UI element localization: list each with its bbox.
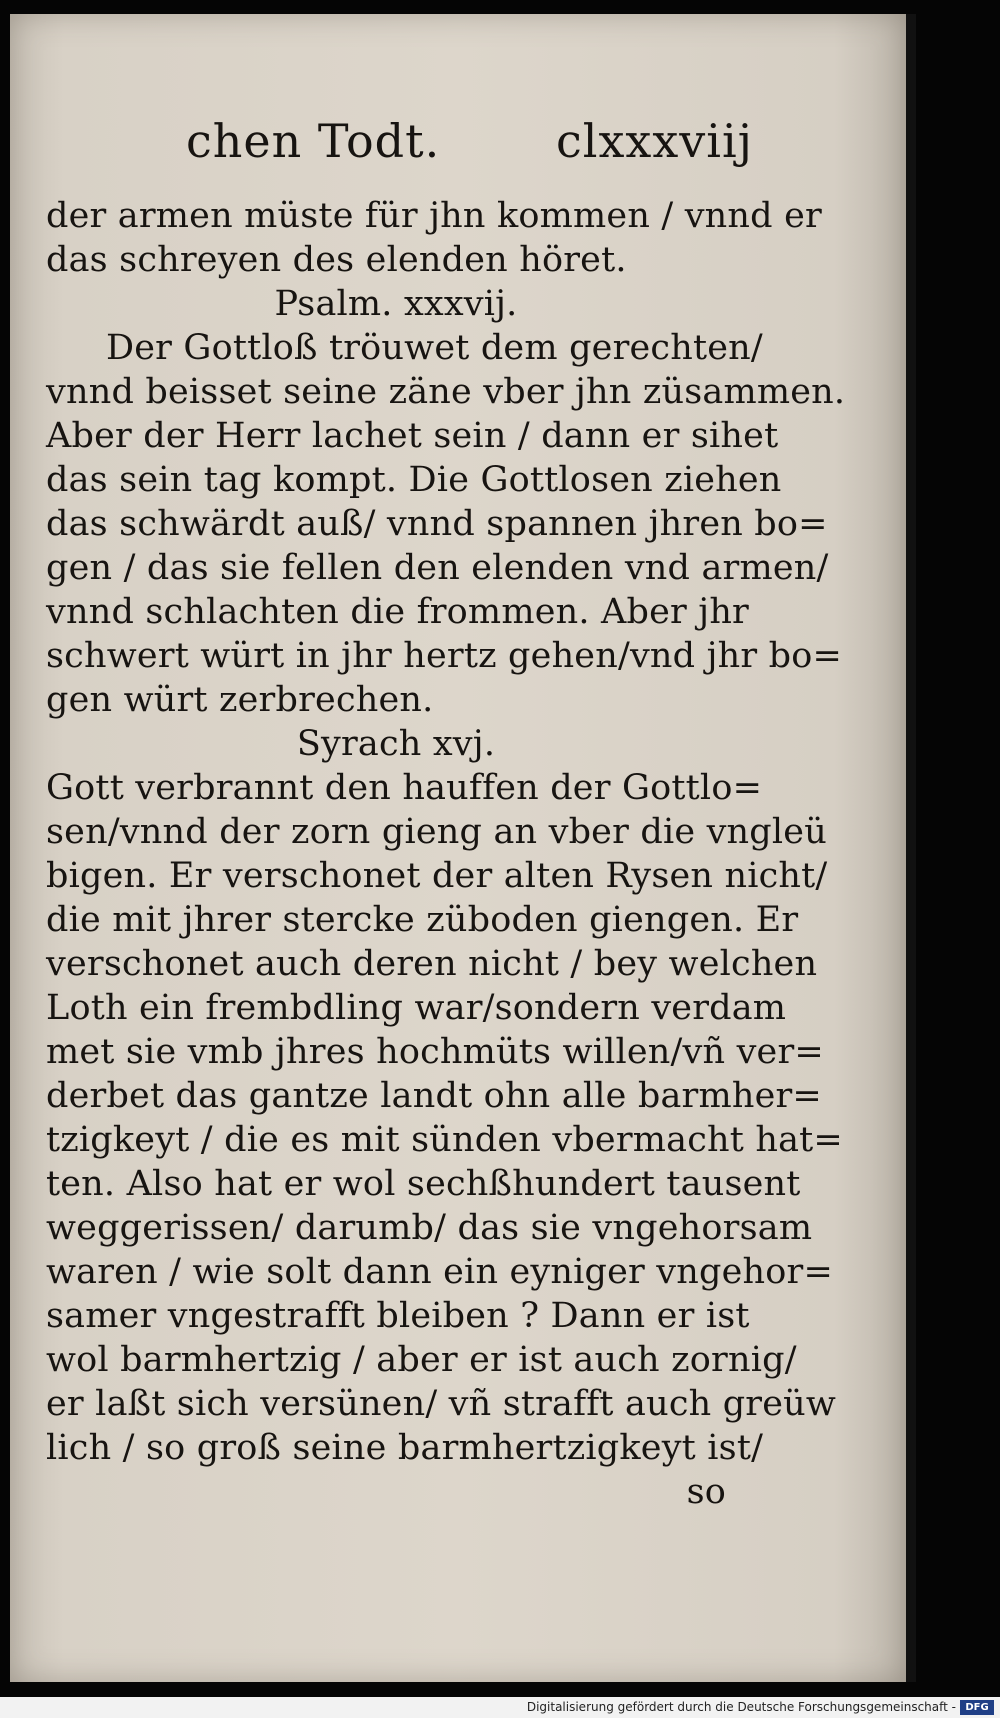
text-line: Der Gottloß tröuwet dem gerechten/ bbox=[106, 328, 763, 368]
text-line: Gott verbrannt den hauffen der Gottlo= bbox=[46, 768, 763, 808]
section-heading: Syrach xvj. bbox=[296, 724, 496, 764]
running-head: chen Todt. bbox=[186, 114, 441, 168]
text-line: lich / so groß seine barmhertzigkeyt ist/ bbox=[46, 1428, 764, 1468]
text-line: der armen müste für jhn kommen / vnnd er bbox=[46, 196, 822, 236]
text-line: Loth ein frembdling war/sondern verdam bbox=[46, 988, 787, 1028]
text-line: ten. Also hat er wol sechßhundert tausent bbox=[46, 1164, 801, 1204]
text-line: schwert würt in jhr hertz gehen/vnd jhr bo= bbox=[46, 636, 843, 676]
book-page bbox=[10, 14, 906, 1682]
text-line: das sein tag kompt. Die Gottlosen ziehen bbox=[46, 460, 782, 500]
text-line: waren / wie solt dann ein eyniger vngehor= bbox=[46, 1252, 834, 1292]
text-line: das schwärdt auß/ vnnd spannen jhren bo= bbox=[46, 504, 828, 544]
text-line: gen / das sie fellen den elenden vnd armen/ bbox=[46, 548, 829, 588]
page-text-block bbox=[46, 114, 846, 1514]
text-line: vnnd schlachten die frommen. Aber jhr bbox=[46, 592, 749, 632]
text-line: met sie vmb jhres hochmüts willen/vñ ver= bbox=[46, 1032, 824, 1072]
dfg-logo: DFG bbox=[960, 1700, 994, 1715]
text-line: bigen. Er verschonet der alten Rysen nicht/ bbox=[46, 856, 828, 896]
text-line: gen würt zerbrechen. bbox=[46, 680, 434, 720]
text-line: samer vngestrafft bleiben ? Dann er ist bbox=[46, 1296, 750, 1336]
text-line: die mit jhrer stercke züboden giengen. Er bbox=[46, 900, 799, 940]
text-line: weggerissen/ darumb/ das sie vngehorsam bbox=[46, 1208, 813, 1248]
text-line: Aber der Herr lachet sein / dann er sihet bbox=[46, 416, 779, 456]
text-line: vnnd beisset seine zäne vber jhn züsammen. bbox=[46, 372, 846, 412]
section-heading: Psalm. xxxvij. bbox=[274, 284, 518, 324]
text-line: das schreyen des elenden höret. bbox=[46, 240, 627, 280]
text-line: tzigkeyt / die es mit sünden vbermacht hat= bbox=[46, 1120, 843, 1160]
footer-bar bbox=[0, 1697, 1000, 1718]
text-line: wol barmhertzig / aber er ist auch zornig/ bbox=[46, 1340, 797, 1380]
text-line: derbet das gantze landt ohn alle barmher= bbox=[46, 1076, 822, 1116]
footer-credit: Digitalisierung gefördert durch die Deutsche Forschungsgemeinschaft - bbox=[526, 1700, 956, 1714]
catchword: so bbox=[686, 1472, 726, 1512]
folio-number: clxxxviij bbox=[556, 114, 753, 168]
text-line: verschonet auch deren nicht / bey welchen bbox=[46, 944, 818, 984]
text-line: sen/vnnd der zorn gieng an vber die vngleü bbox=[46, 812, 827, 852]
page-header bbox=[46, 114, 753, 194]
page-edge-shadow bbox=[906, 14, 916, 1682]
text-line: er laßt sich versünen/ vñ strafft auch greüw bbox=[46, 1384, 837, 1424]
